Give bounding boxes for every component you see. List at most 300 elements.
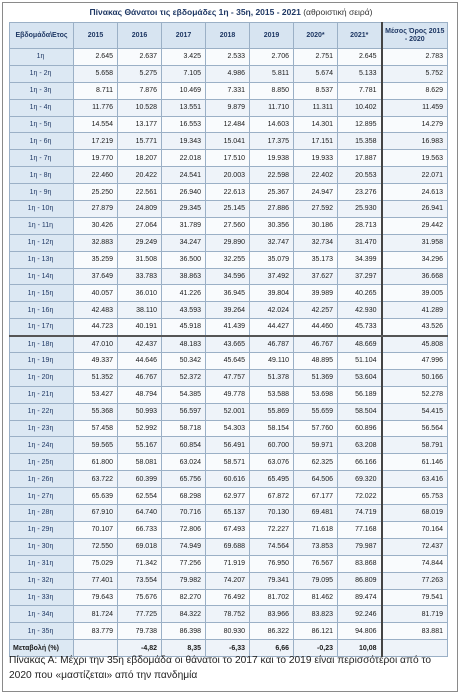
header-col: 2017 [162, 23, 206, 49]
table-cell: 78.752 [206, 606, 250, 623]
table-cell: 27.879 [74, 201, 118, 218]
table-cell: 19.938 [250, 150, 294, 167]
row-label: 1η - 28η [10, 505, 74, 522]
table-cell: 2.706 [250, 49, 294, 66]
row-label: 1η - 22η [10, 403, 74, 420]
table-cell: 81.462 [294, 589, 338, 606]
table-cell: 72.022 [338, 488, 382, 505]
table-cell: 29.345 [162, 201, 206, 218]
table-cell: 41.289 [382, 302, 448, 319]
change-cell: -0,23 [294, 640, 338, 657]
table-cell: 55.167 [118, 437, 162, 454]
table-cell: 72.227 [250, 521, 294, 538]
table-cell: 49.110 [250, 353, 294, 370]
table-cell: 36.945 [206, 285, 250, 302]
row-label: 1η - 32η [10, 572, 74, 589]
table-cell: 19.563 [382, 150, 448, 167]
row-label: 1η - 19η [10, 353, 74, 370]
table-cell: 57.458 [74, 420, 118, 437]
table-cell: 10.469 [162, 82, 206, 99]
table-row [10, 538, 448, 555]
table-cell: 65.137 [206, 505, 250, 522]
table-cell: 8.711 [74, 82, 118, 99]
table-cell: 34.247 [162, 234, 206, 251]
table-cell: 86.121 [294, 623, 338, 640]
table-cell: 19.770 [74, 150, 118, 167]
row-label: 1η - 18η [10, 336, 74, 353]
table-cell: 65.753 [382, 488, 448, 505]
table-cell: 5.752 [382, 65, 448, 82]
table-cell: 63.416 [382, 471, 448, 488]
change-cell: -6,33 [206, 640, 250, 657]
table-cell: 51.369 [294, 369, 338, 386]
table-cell: 2.645 [338, 49, 382, 66]
table-row [10, 251, 448, 268]
table-cell: 2.637 [118, 49, 162, 66]
table-cell: 77.725 [118, 606, 162, 623]
table-cell: 2.533 [206, 49, 250, 66]
row-label: 1η - 5η [10, 116, 74, 133]
table-cell: 46.787 [250, 336, 294, 353]
table-cell: 45.733 [338, 319, 382, 336]
table-cell: 27.064 [118, 217, 162, 234]
table-cell: 11.459 [382, 99, 448, 116]
row-label: 1η - 31η [10, 555, 74, 572]
table-cell: 74.207 [206, 572, 250, 589]
table-cell: 12.895 [338, 116, 382, 133]
table-row [10, 285, 448, 302]
table-cell: 17.219 [74, 133, 118, 150]
table-cell: 39.264 [206, 302, 250, 319]
table-cell: 56.491 [206, 437, 250, 454]
table-cell: 83.881 [382, 623, 448, 640]
table-cell: 22.460 [74, 167, 118, 184]
table-cell: 60.399 [118, 471, 162, 488]
header-col: 2021* [338, 23, 382, 49]
header-col: 2020* [294, 23, 338, 49]
table-cell: 32.255 [206, 251, 250, 268]
table-cell: 79.541 [382, 589, 448, 606]
row-label: 1η - 20η [10, 369, 74, 386]
table-cell: 53.604 [338, 369, 382, 386]
table-row [10, 319, 448, 336]
table-cell: 65.756 [162, 471, 206, 488]
table-cell: 64.506 [294, 471, 338, 488]
table-cell: 11.776 [74, 99, 118, 116]
table-cell: 72.806 [162, 521, 206, 538]
table-cell: 22.561 [118, 184, 162, 201]
table-cell: 77.401 [74, 572, 118, 589]
table-cell: 13.551 [162, 99, 206, 116]
table-cell: 30.426 [74, 217, 118, 234]
table-cell: 86.322 [250, 623, 294, 640]
table-cell: 56.597 [162, 403, 206, 420]
table-cell: 55.869 [250, 403, 294, 420]
table-cell: 22.071 [382, 167, 448, 184]
row-label: 1η - 8η [10, 167, 74, 184]
table-cell: 50.342 [162, 353, 206, 370]
table-cell: 20.422 [118, 167, 162, 184]
table-cell: 47.996 [382, 353, 448, 370]
table-cell: 7.876 [118, 82, 162, 99]
table-cell: 67.872 [250, 488, 294, 505]
table-cell: 37.627 [294, 268, 338, 285]
table-cell: 62.977 [206, 488, 250, 505]
table-row [10, 302, 448, 319]
table-cell: 47.010 [74, 336, 118, 353]
table-cell: 24.809 [118, 201, 162, 218]
table-title-note: (αθροιστική σειρά) [303, 7, 373, 17]
table-cell: 56.564 [382, 420, 448, 437]
table-cell: 68.298 [162, 488, 206, 505]
table-cell: 24.947 [294, 184, 338, 201]
table-cell: 14.554 [74, 116, 118, 133]
table-cell: 63.076 [250, 454, 294, 471]
change-cell: 8,35 [162, 640, 206, 657]
table-cell: 43.665 [206, 336, 250, 353]
row-label: 1η - 4η [10, 99, 74, 116]
table-cell: 69.320 [338, 471, 382, 488]
table-cell: 65.639 [74, 488, 118, 505]
table-cell: 24.541 [162, 167, 206, 184]
table-cell: 75.029 [74, 555, 118, 572]
change-label: Μεταβολή (%) [10, 640, 74, 657]
table-cell: 70.107 [74, 521, 118, 538]
table-cell: 60.854 [162, 437, 206, 454]
table-cell: 47.757 [206, 369, 250, 386]
table-row [10, 65, 448, 82]
table-row [10, 386, 448, 403]
table-cell: 41.439 [206, 319, 250, 336]
table-cell: 26.941 [382, 201, 448, 218]
table-row [10, 521, 448, 538]
table-cell: 62.554 [118, 488, 162, 505]
row-label: 1η - 27η [10, 488, 74, 505]
document-frame [2, 2, 458, 692]
table-cell: 27.886 [250, 201, 294, 218]
table-cell: 55.659 [294, 403, 338, 420]
table-cell: 86.398 [162, 623, 206, 640]
table-cell: 74.844 [382, 555, 448, 572]
table-row [10, 437, 448, 454]
table-cell: 14.279 [382, 116, 448, 133]
row-label: 1η - 10η [10, 201, 74, 218]
table-row [10, 133, 448, 150]
table-cell: 60.896 [338, 420, 382, 437]
table-cell: 70.716 [162, 505, 206, 522]
table-cell: 33.783 [118, 268, 162, 285]
header-col: 2016 [118, 23, 162, 49]
table-row [10, 99, 448, 116]
table-cell: 20.553 [338, 167, 382, 184]
table-cell: 39.804 [250, 285, 294, 302]
table-cell: 44.723 [74, 319, 118, 336]
row-label: 1η - 2η [10, 65, 74, 82]
table-cell: 31.789 [162, 217, 206, 234]
table-cell: 22.613 [206, 184, 250, 201]
table-cell: 5.674 [294, 65, 338, 82]
table-row [10, 488, 448, 505]
table-cell: 13.177 [118, 116, 162, 133]
table-cell: 80.930 [206, 623, 250, 640]
table-cell: 32.883 [74, 234, 118, 251]
table-row [10, 555, 448, 572]
table-cell: 70.130 [250, 505, 294, 522]
table-cell: 45.918 [162, 319, 206, 336]
table-cell: 32.747 [250, 234, 294, 251]
table-cell: 75.676 [118, 589, 162, 606]
header-week-year: Εβδομάδα\Ετος [10, 23, 74, 49]
row-label: 1η - 17η [10, 319, 74, 336]
table-cell: 58.504 [338, 403, 382, 420]
table-cell: 37.649 [74, 268, 118, 285]
table-cell: 52.372 [162, 369, 206, 386]
table-cell: 45.808 [382, 336, 448, 353]
table-cell: 37.492 [250, 268, 294, 285]
table-row [10, 268, 448, 285]
table-cell: 48.669 [338, 336, 382, 353]
table-cell: 32.734 [294, 234, 338, 251]
table-row [10, 116, 448, 133]
table-row [10, 505, 448, 522]
table-cell: 8.537 [294, 82, 338, 99]
table-cell: 74.949 [162, 538, 206, 555]
table-row [10, 403, 448, 420]
table-cell: 70.164 [382, 521, 448, 538]
table-cell: 63.024 [162, 454, 206, 471]
table-row [10, 184, 448, 201]
table-cell: 51.352 [74, 369, 118, 386]
table-cell: 40.057 [74, 285, 118, 302]
table-cell: 38.110 [118, 302, 162, 319]
table-cell: 40.265 [338, 285, 382, 302]
table-cell: 51.378 [250, 369, 294, 386]
table-cell: 7.331 [206, 82, 250, 99]
table-cell: 22.018 [162, 150, 206, 167]
table-cell: 42.257 [294, 302, 338, 319]
table-cell: 67.177 [294, 488, 338, 505]
table-row [10, 420, 448, 437]
table-cell: 43.526 [382, 319, 448, 336]
table-row [10, 589, 448, 606]
table-cell: 73.554 [118, 572, 162, 589]
table-cell: 2.783 [382, 49, 448, 66]
table-cell: 17.887 [338, 150, 382, 167]
table-cell: 35.079 [250, 251, 294, 268]
table-cell: 72.550 [74, 538, 118, 555]
table-cell: 30.186 [294, 217, 338, 234]
table-cell: 46.767 [294, 336, 338, 353]
table-cell: 77.263 [382, 572, 448, 589]
table-row [10, 353, 448, 370]
table-row [10, 369, 448, 386]
row-label: 1η - 34η [10, 606, 74, 623]
table-cell: 22.402 [294, 167, 338, 184]
table-cell: 25.367 [250, 184, 294, 201]
table-header [10, 23, 448, 49]
table-cell: 40.191 [118, 319, 162, 336]
table-cell: 66.733 [118, 521, 162, 538]
table-cell: 10.402 [338, 99, 382, 116]
row-label: 1η - 12η [10, 234, 74, 251]
table-cell: 59.971 [294, 437, 338, 454]
table-cell: 37.297 [338, 268, 382, 285]
table-cell: 35.173 [294, 251, 338, 268]
table-cell: 4.986 [206, 65, 250, 82]
table-cell: 43.593 [162, 302, 206, 319]
table-cell: 79.095 [294, 572, 338, 589]
table-cell: 26.940 [162, 184, 206, 201]
table-cell: 61.800 [74, 454, 118, 471]
table-cell: 58.154 [250, 420, 294, 437]
table-cell: 14.603 [250, 116, 294, 133]
table-cell: 16.983 [382, 133, 448, 150]
table-cell: 31.958 [382, 234, 448, 251]
table-cell: 68.019 [382, 505, 448, 522]
table-cell: 53.427 [74, 386, 118, 403]
row-label: 1η - 26η [10, 471, 74, 488]
table-cell: 19.343 [162, 133, 206, 150]
table-cell: 67.493 [206, 521, 250, 538]
header-row [10, 23, 448, 49]
table-cell: 8.850 [250, 82, 294, 99]
table-cell: 53.588 [250, 386, 294, 403]
table-cell: 71.342 [118, 555, 162, 572]
table-cell: 17.375 [250, 133, 294, 150]
table-cell: 57.760 [294, 420, 338, 437]
table-cell: 67.910 [74, 505, 118, 522]
header-col: 2019 [250, 23, 294, 49]
table-cell: 54.303 [206, 420, 250, 437]
table-cell: 41.226 [162, 285, 206, 302]
row-label: 1η - 9η [10, 184, 74, 201]
table-cell: 36.500 [162, 251, 206, 268]
table-cell: 58.718 [162, 420, 206, 437]
table-cell: 48.895 [294, 353, 338, 370]
row-label: 1η - 29η [10, 521, 74, 538]
table-cell: 34.399 [338, 251, 382, 268]
header-col: 2015 [74, 23, 118, 49]
table-cell: 45.645 [206, 353, 250, 370]
table-cell: 56.189 [338, 386, 382, 403]
change-cell: 6,66 [250, 640, 294, 657]
row-label: 1η - 35η [10, 623, 74, 640]
table-cell: 79.341 [250, 572, 294, 589]
table-cell: 35.259 [74, 251, 118, 268]
table-cell: 25.250 [74, 184, 118, 201]
table-cell: 69.018 [118, 538, 162, 555]
table-cell: 58.571 [206, 454, 250, 471]
table-cell: 63.208 [338, 437, 382, 454]
table-cell: 44.460 [294, 319, 338, 336]
row-label: 1η - 33η [10, 589, 74, 606]
table-cell: 9.879 [206, 99, 250, 116]
row-label: 1η - 3η [10, 82, 74, 99]
table-cell: 94.806 [338, 623, 382, 640]
table-cell: 27.592 [294, 201, 338, 218]
table-cell: 18.207 [118, 150, 162, 167]
table-cell: 17.151 [294, 133, 338, 150]
table-body [10, 49, 448, 657]
table-cell: 52.001 [206, 403, 250, 420]
table-cell: 36.010 [118, 285, 162, 302]
table-cell: 52.992 [118, 420, 162, 437]
table-row [10, 82, 448, 99]
table-cell: 42.483 [74, 302, 118, 319]
table-cell: 71.618 [294, 521, 338, 538]
table-cell: 51.104 [338, 353, 382, 370]
table-cell: 81.719 [382, 606, 448, 623]
table-cell: 12.484 [206, 116, 250, 133]
row-label: 1η - 13η [10, 251, 74, 268]
row-label: 1η [10, 49, 74, 66]
table-cell: 44.646 [118, 353, 162, 370]
table-cell: 59.565 [74, 437, 118, 454]
table-cell: 64.740 [118, 505, 162, 522]
table-row [10, 234, 448, 251]
table-cell: 29.890 [206, 234, 250, 251]
table-cell: 11.311 [294, 99, 338, 116]
table-row [10, 606, 448, 623]
table-cell: 63.722 [74, 471, 118, 488]
table-cell: 15.358 [338, 133, 382, 150]
table-cell: 27.560 [206, 217, 250, 234]
table-cell: 25.930 [338, 201, 382, 218]
row-label: 1η - 6η [10, 133, 74, 150]
table-cell: 58.791 [382, 437, 448, 454]
table-cell: 62.325 [294, 454, 338, 471]
table-cell: 48.183 [162, 336, 206, 353]
table-cell: 38.863 [162, 268, 206, 285]
table-cell: 73.853 [294, 538, 338, 555]
table-cell: 14.301 [294, 116, 338, 133]
table-cell: 42.024 [250, 302, 294, 319]
table-row [10, 471, 448, 488]
table-cell: 31.508 [118, 251, 162, 268]
table-cell: 58.081 [118, 454, 162, 471]
table-cell: 92.246 [338, 606, 382, 623]
table-cell: 83.868 [338, 555, 382, 572]
table-cell: 82.270 [162, 589, 206, 606]
table-cell: 7.781 [338, 82, 382, 99]
table-row [10, 572, 448, 589]
table-cell: 5.133 [338, 65, 382, 82]
table-cell: 22.598 [250, 167, 294, 184]
table-cell: 8.629 [382, 82, 448, 99]
table-cell: 76.492 [206, 589, 250, 606]
table-cell: 81.702 [250, 589, 294, 606]
row-label: 1η - 30η [10, 538, 74, 555]
table-cell: 66.166 [338, 454, 382, 471]
table-cell: 19.933 [294, 150, 338, 167]
table-cell: 52.278 [382, 386, 448, 403]
table-cell: 60.700 [250, 437, 294, 454]
table-cell: 74.564 [250, 538, 294, 555]
row-label: 1η - 23η [10, 420, 74, 437]
table-cell: 10.528 [118, 99, 162, 116]
row-label: 1η - 16η [10, 302, 74, 319]
table-cell: 5.275 [118, 65, 162, 82]
table-cell: 86.809 [338, 572, 382, 589]
table-cell: 39.005 [382, 285, 448, 302]
row-label: 1η - 24η [10, 437, 74, 454]
table-cell: 2.645 [74, 49, 118, 66]
table-cell: 89.474 [338, 589, 382, 606]
table-cell: 61.146 [382, 454, 448, 471]
table-cell: 15.041 [206, 133, 250, 150]
table-cell: 76.950 [250, 555, 294, 572]
table-cell: 42.437 [118, 336, 162, 353]
